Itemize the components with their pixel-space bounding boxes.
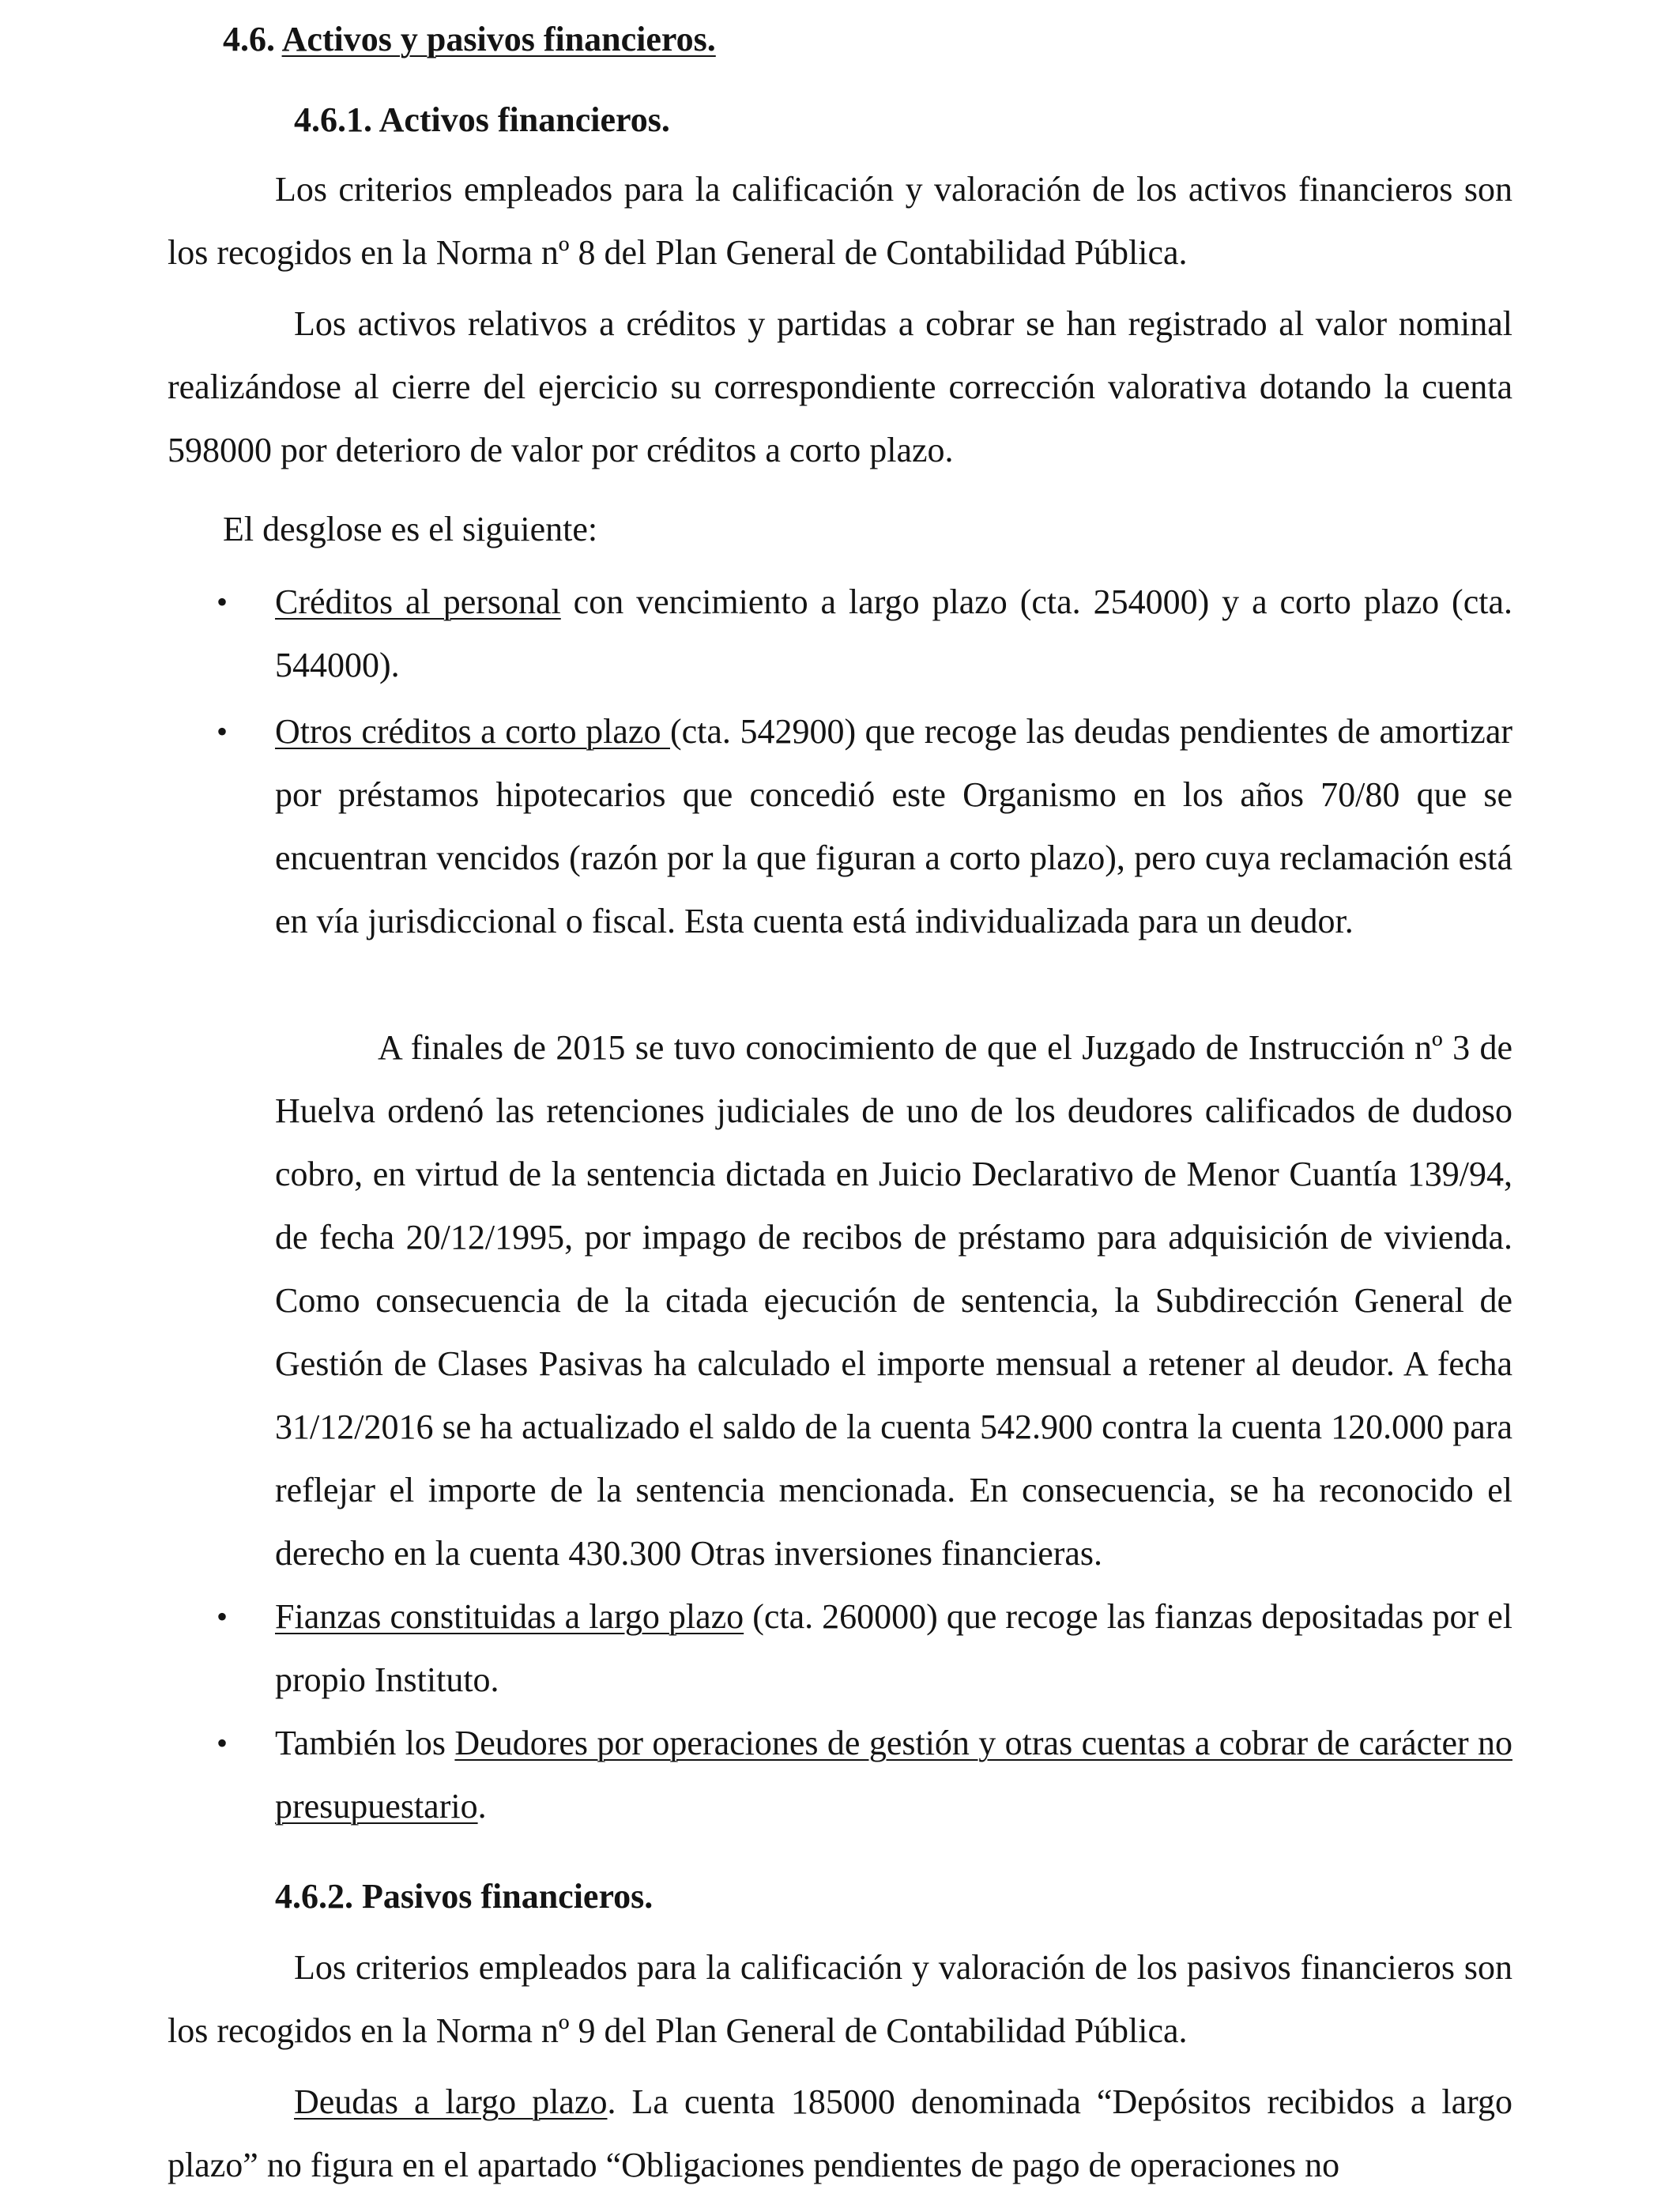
paragraph-sentencia-huelva: A finales de 2015 se tuvo conocimiento de que el Juzgado de Instrucción nº 3 de Huelva ordenó las retenciones judiciales de uno de los deudores calificados de dudoso cobro, en virtud de la sentencia dictada en Juicio Declarativo de Menor Cuantía 139/94, de fecha 20/12/1995, por impago de recibos de préstamo para adquisición de vivienda. Como consecuencia de la citada ejecución de sentencia, la Subdirección General de Gestión de Clases Pasivas ha calculado el importe mensual a retener al deudor. A fecha 31/12/2016 se ha actualizado el saldo de la cuenta 542.900 contra la cuenta 120.000 para reflejar el importe de la sentencia mencionada. En consecuencia, se ha reconocido el derecho en la cuenta 430.300 Otras inversiones financieras.: [275, 1028, 1512, 1573]
paragraph-activos-creditos: Los activos relativos a créditos y partidas a cobrar se han registrado al valor nominal realizándose al cierre del ejercicio su correspondiente corrección valorativa dotando la cuenta 598000 por deterioro de valor por créditos a corto plazo.: [168, 304, 1512, 469]
bullet-fianzas-term: Fianzas constituidas a largo plazo: [275, 1597, 744, 1636]
section-heading: [223, 8, 716, 71]
subsection-heading-activos: 4.6.1. Activos financieros.: [294, 100, 670, 139]
bullet-fianzas-text: (cta. 260000) que recoge las fianzas depositadas por el propio Instituto.: [275, 1597, 1512, 1699]
paragraph-deudas-largo-plazo: [168, 2071, 1512, 2197]
section-heading-number: 4.6.: [223, 20, 275, 58]
bullet-dot: •: [217, 584, 228, 620]
paragraph-desglose: El desglose es el siguiente:: [223, 510, 598, 548]
deudas-largo-plazo-term: Deudas a largo plazo: [294, 2082, 608, 2121]
section-heading-title: Activos y pasivos financieros.: [281, 20, 716, 58]
bullet-creditos-personal: [217, 571, 1512, 697]
bullet-deudores-term: Deudores por operaciones de gestión y otras cuentas a cobrar de carácter no presupuestario: [275, 1724, 1512, 1826]
bullet-deudores-post: .: [477, 1787, 487, 1826]
bullet-otros-creditos-text: (cta. 542900) que recoge las deudas pendientes de amortizar por préstamos hipotecarios que concedió este Organismo en los años 70/80 que se encuentran vencidos (razón por la que figuran a corto plazo), pero cuya reclamación está en vía jurisdiccional o fiscal. Esta cuenta está individualizada para un deudor.: [275, 712, 1513, 940]
paragraph-criterios-activos: Los criterios empleados para la calificación y valoración de los activos financieros son los recogidos en la Norma nº 8 del Plan General de Contabilidad Pública.: [168, 170, 1512, 272]
bullet-deudores: [217, 1712, 1512, 1838]
bullet-dot: •: [217, 714, 228, 749]
bullet-deudores-pre: También los: [275, 1724, 455, 1762]
bullet-creditos-personal-text: con vencimiento a largo plazo (cta. 254000) y a corto plazo (cta. 544000).: [275, 582, 1512, 684]
bullet-otros-creditos: [217, 700, 1513, 953]
bullet-otros-creditos-term: Otros créditos a corto plazo: [275, 712, 670, 751]
bullet-dot: •: [217, 1599, 228, 1634]
deudas-largo-plazo-text: . La cuenta 185000 denominada “Depósitos recibidos a largo plazo” no figura en el apartado “Obligaciones pendientes de pago de operaciones no: [168, 2082, 1512, 2184]
bullet-creditos-personal-term: Créditos al personal: [275, 582, 561, 621]
bullet-fianzas: [217, 1585, 1512, 1712]
bullet-dot: •: [217, 1725, 228, 1761]
paragraph-criterios-pasivos: Los criterios empleados para la calificación y valoración de los pasivos financieros son los recogidos en la Norma nº 9 del Plan General de Contabilidad Pública.: [168, 1948, 1512, 2050]
subsection-heading-pasivos: 4.6.2. Pasivos financieros.: [275, 1877, 654, 1916]
